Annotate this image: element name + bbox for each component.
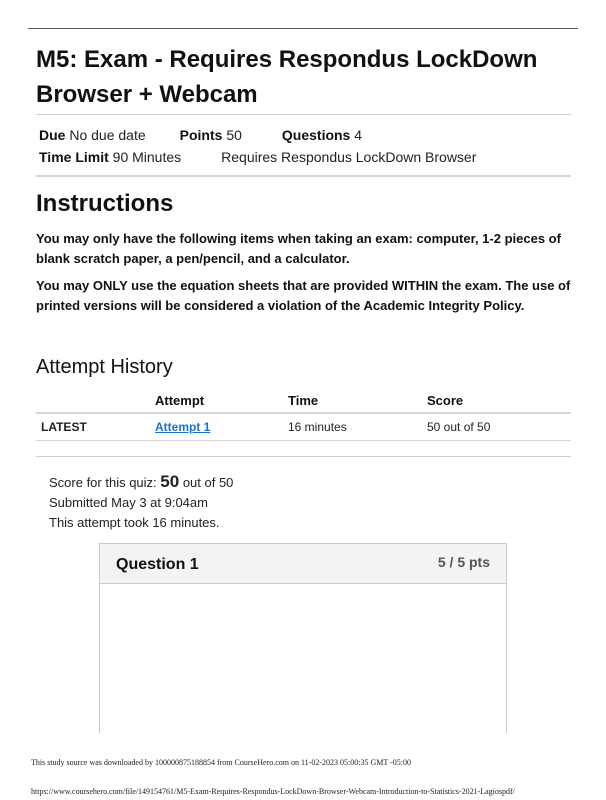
column-header-attempt: Attempt bbox=[155, 390, 288, 413]
quiz-meta bbox=[36, 114, 571, 177]
question-points: 5 / 5 pts bbox=[437, 554, 490, 570]
score-summary bbox=[49, 472, 233, 533]
instructions-paragraph: You may ONLY use the equation sheets that are provided WITHIN the exam. The use of printed versions will be considered a violation of the Academic Integrity Policy. bbox=[36, 278, 571, 313]
instructions-paragraph: You may only have the following items when taking an exam: computer, 1-2 pieces of blank scratch paper, a pen/pencil, and a calculator. bbox=[36, 231, 561, 266]
source-url: https://www.coursehero.com/file/149154761/M5-Exam-Requires-Respondus-LockDown-Browser-Webcam-Introduction-to-Statistics-2021-Lagiospdf/ bbox=[31, 787, 515, 796]
page-title: M5: Exam - Requires Respondus LockDown Browser + Webcam bbox=[36, 46, 538, 108]
attempt-history-table bbox=[36, 390, 571, 441]
points-label: Points bbox=[179, 127, 223, 143]
column-header-time: Time bbox=[288, 390, 427, 413]
question-card bbox=[99, 543, 507, 733]
meta-row-2 bbox=[39, 146, 571, 168]
download-notice: This study source was downloaded by 100000875188854 from CourseHero.com on 11-02-2023 05:00:35 GMT -05:00 bbox=[31, 758, 411, 767]
time-limit-info bbox=[39, 146, 181, 168]
attempt-time: 16 minutes bbox=[288, 413, 427, 441]
lockdown-requirement: Requires Respondus LockDown Browser bbox=[221, 149, 477, 165]
attempt-history-heading: Attempt History bbox=[36, 356, 173, 378]
questions-info bbox=[282, 124, 362, 146]
question-body bbox=[100, 584, 506, 734]
top-divider bbox=[28, 28, 578, 29]
points-value: 50 bbox=[226, 127, 242, 143]
instructions-heading: Instructions bbox=[36, 190, 174, 217]
questions-label: Questions bbox=[281, 127, 351, 143]
score-prefix: Score for this quiz: bbox=[49, 475, 161, 490]
attempt-cell bbox=[155, 413, 288, 441]
attempt-link[interactable]: Attempt 1 bbox=[155, 420, 211, 434]
score-value: 50 bbox=[160, 472, 180, 491]
table-header-row bbox=[36, 390, 571, 413]
questions-value: 4 bbox=[354, 127, 363, 143]
question-header bbox=[100, 544, 506, 584]
meta-row-1 bbox=[39, 124, 571, 146]
due-label: Due bbox=[39, 127, 66, 143]
column-header bbox=[36, 390, 155, 413]
section-divider bbox=[36, 456, 571, 457]
table-row bbox=[36, 413, 571, 441]
question-title: Question 1 bbox=[116, 556, 199, 573]
attempt-score: 50 out of 50 bbox=[427, 413, 571, 441]
time-limit-label: Time Limit bbox=[39, 149, 109, 165]
due-info bbox=[39, 124, 146, 146]
column-header-score: Score bbox=[427, 390, 571, 413]
points-info bbox=[180, 124, 242, 146]
time-limit-value: 90 Minutes bbox=[112, 149, 182, 165]
attempt-duration: This attempt took 16 minutes. bbox=[49, 515, 220, 530]
attempt-label: LATEST bbox=[36, 413, 155, 441]
score-suffix: out of 50 bbox=[179, 475, 234, 490]
submitted-time: Submitted May 3 at 9:04am bbox=[49, 495, 208, 510]
due-value: No due date bbox=[69, 127, 146, 143]
quiz-score bbox=[49, 472, 233, 493]
